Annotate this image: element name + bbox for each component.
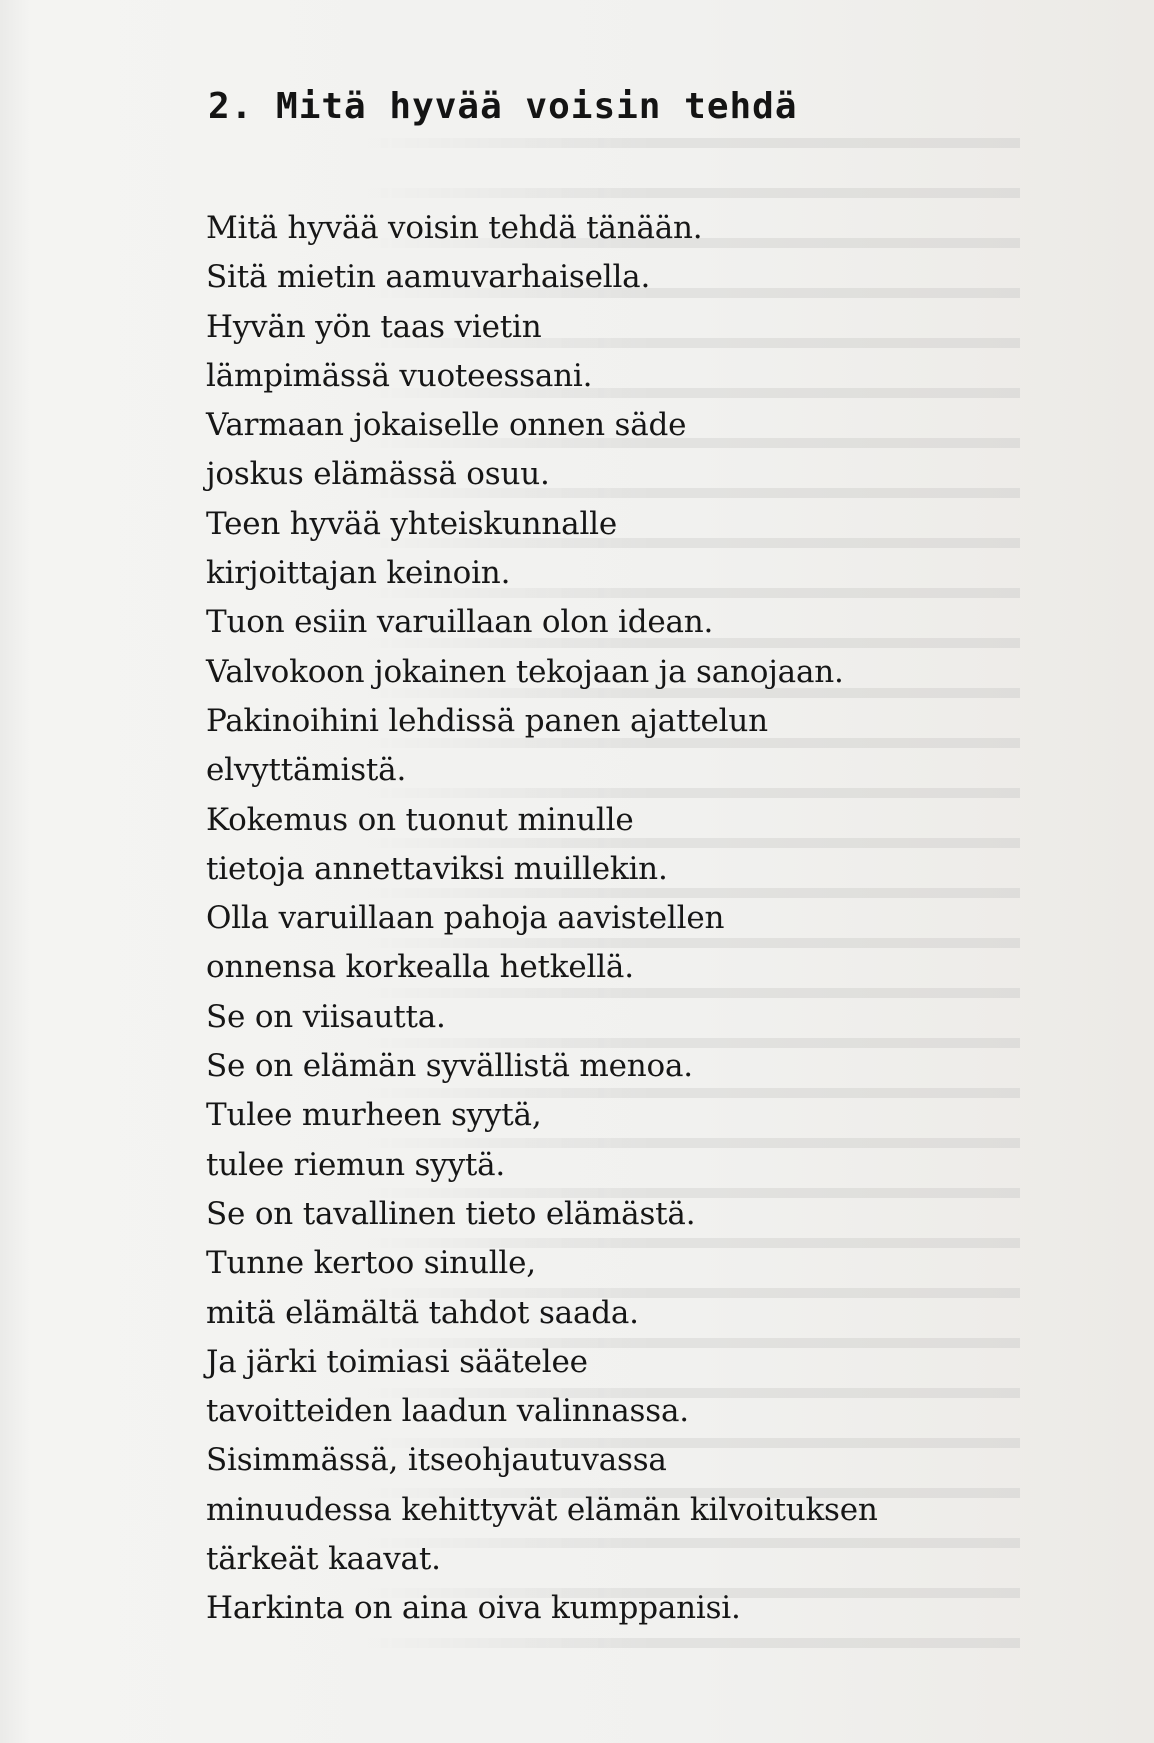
poem-line: minuudessa kehittyvät elämän kilvoituksen <box>206 1491 878 1528</box>
poem-line: Kokemus on tuonut minulle <box>206 801 634 838</box>
poem-line: Se on viisautta. <box>206 998 446 1035</box>
poem-line: Mitä hyvää voisin tehdä tänään. <box>206 210 703 246</box>
poem-line: lämpimässä vuoteessani. <box>206 357 593 394</box>
poem-line: kirjoittajan keinoin. <box>206 555 511 592</box>
poem-line: onnensa korkealla hetkellä. <box>206 949 634 986</box>
poem-line: Harkinta on aina oiva kumppanisi. <box>206 1590 741 1627</box>
poem-line: Sitä mietin aamuvarhaisella. <box>206 259 651 296</box>
poem-title: 2. Mitä hyvää voisin tehdä <box>208 86 798 127</box>
poem-line: tavoitteiden laadun valinnassa. <box>206 1393 689 1430</box>
poem-body <box>206 204 1146 1634</box>
poem-line: Se on elämän syvällistä menoa. <box>206 1048 693 1085</box>
poem-line: Se on tavallinen tieto elämästä. <box>206 1195 696 1232</box>
poem-line: Ja järki toimiasi säätelee <box>206 1343 588 1380</box>
poem-line: Teen hyvää yhteiskunnalle <box>206 505 618 542</box>
page-edge-shadow <box>0 0 30 1743</box>
poem-line: Valvokoon jokainen tekojaan ja sanojaan. <box>206 653 844 690</box>
poem-line: Varmaan jokaiselle onnen säde <box>206 407 687 444</box>
poem-line: Olla varuillaan pahoja aavistellen <box>206 900 725 937</box>
poem-line: Tuon esiin varuillaan olon idean. <box>206 604 714 641</box>
poem-line: joskus elämässä osuu. <box>206 456 550 493</box>
poem-line: tietoja annettaviksi muillekin. <box>206 850 668 887</box>
poem-line: Tunne kertoo sinulle, <box>206 1245 536 1282</box>
poem-line: Pakinoihini lehdissä panen ajattelun <box>206 702 768 739</box>
poem-line: mitä elämältä tahdot saada. <box>206 1294 639 1331</box>
poem-line: Sisimmässä, itseohjautuvassa <box>206 1442 667 1479</box>
poem-line: elvyttämistä. <box>206 752 407 789</box>
poem-line: tulee riemun syytä. <box>206 1146 506 1183</box>
poem-line: Hyvän yön taas vietin <box>206 308 542 345</box>
poem-line: Tulee murheen syytä, <box>206 1097 542 1134</box>
poem-line: tärkeät kaavat. <box>206 1541 441 1578</box>
